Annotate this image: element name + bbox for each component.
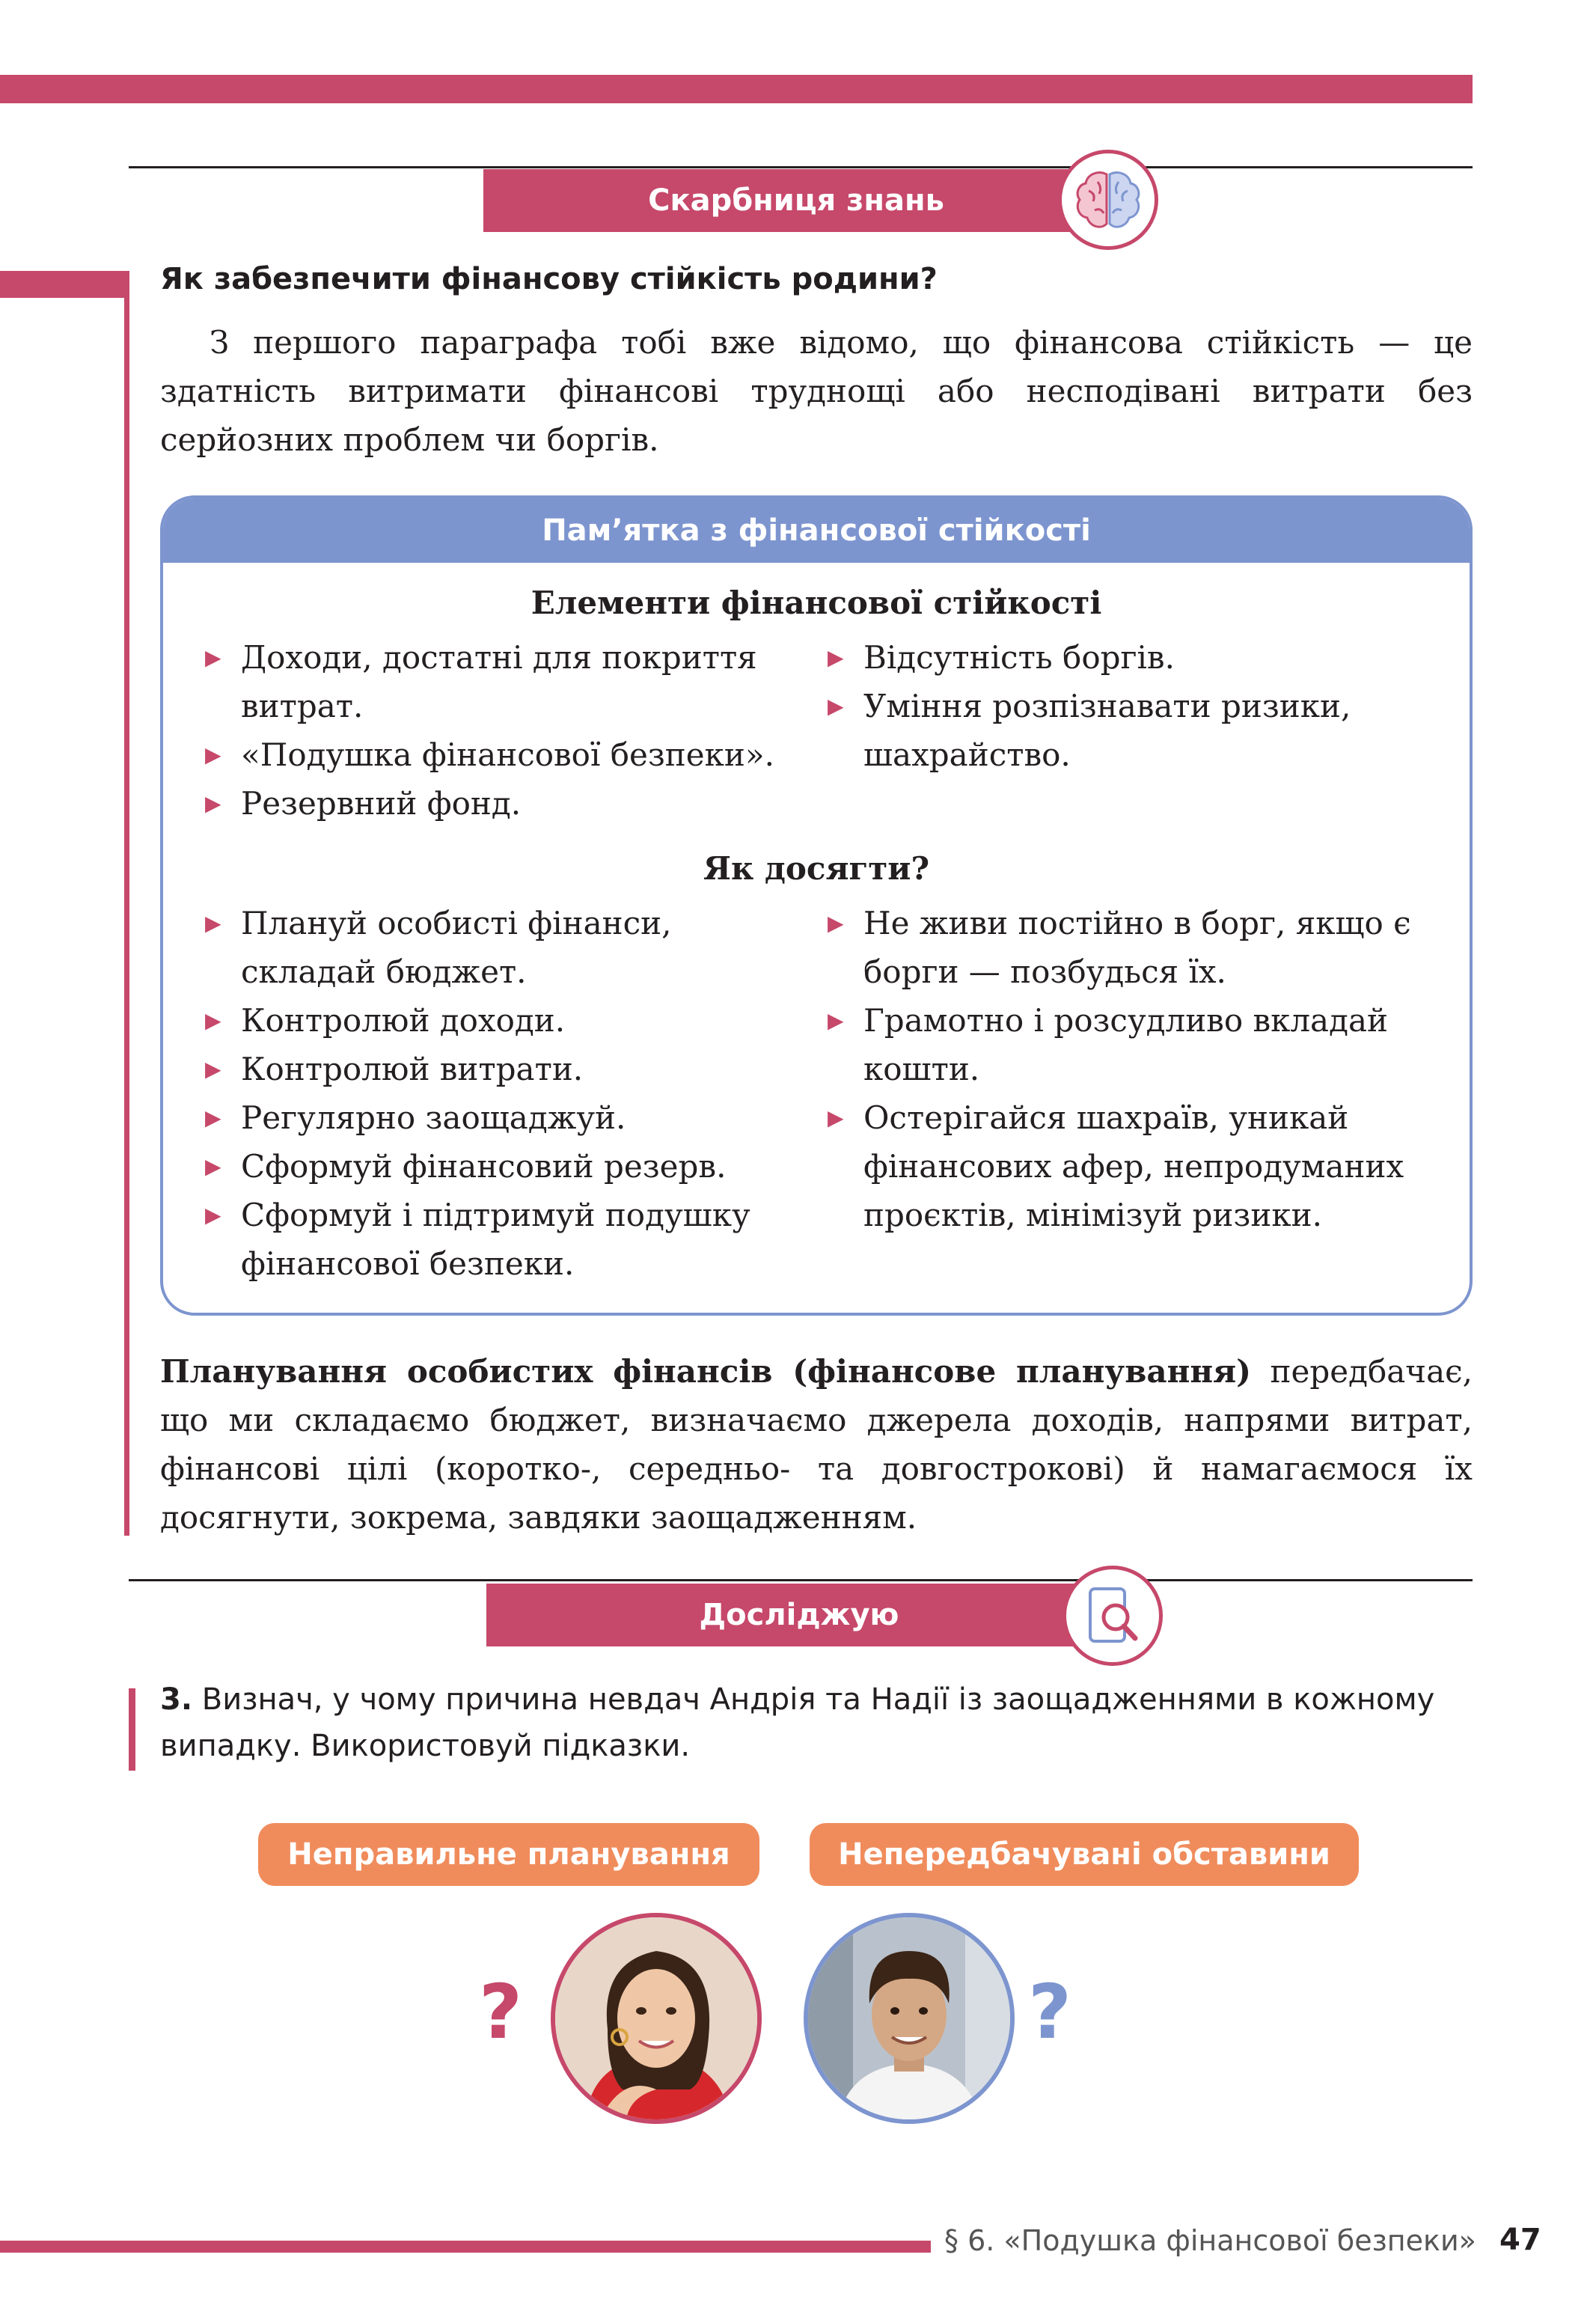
page-number: 47 — [1499, 2223, 1541, 2257]
task-number: 3. — [160, 1682, 193, 1717]
list-item: ▶ Відсутність боргів. — [828, 633, 1441, 682]
list-item: ▶ Сформуй фінансовий резерв. — [205, 1142, 796, 1191]
bullet-arrow-icon: ▶ — [828, 1008, 844, 1033]
elements-list-right — [828, 633, 1441, 779]
bullet-arrow-icon: ▶ — [205, 791, 221, 816]
treasury-banner — [483, 169, 1109, 232]
planning-definition: передбачає, що ми складаємо бюджет, визначаємо джерела доходів, напрями витрат, фінансові цілі (коротко-, середньо- та довгострокові) й намагаємося їх досягнути, зокрема, завдяки заощадженням. — [160, 1353, 1473, 1536]
bullet-arrow-icon: ▶ — [828, 911, 844, 935]
bullet-arrow-icon: ▶ — [205, 742, 221, 767]
bullet-arrow-icon: ▶ — [205, 1154, 221, 1179]
avatar-nadiia — [551, 1913, 762, 2124]
list-item: ▶ «Подушка фінансової безпеки». — [205, 730, 796, 779]
list-item: ▶ Уміння розпізнавати ризики, шахрайство. — [828, 682, 1441, 779]
top-decor-bar — [0, 75, 1473, 103]
bullet-arrow-icon: ▶ — [828, 1105, 844, 1130]
bullet-arrow-icon: ▶ — [205, 1105, 221, 1130]
explore-banner-label: Досліджую — [699, 1598, 899, 1632]
elements-heading: Елементи фінансової стійкості — [531, 584, 1102, 621]
bullet-arrow-icon: ▶ — [205, 1057, 221, 1081]
hint-unforeseen-circumstances: Непередбачувані обставини — [810, 1823, 1359, 1886]
list-item: ▶ Контролюй доходи. — [205, 996, 796, 1045]
list-item: ▶ Доходи, достатні для покриття витрат. — [205, 633, 796, 730]
side-accent-bar — [124, 271, 129, 1536]
planning-term: Планування особистих фінансів (фінансове планування) — [160, 1353, 1251, 1390]
bullet-arrow-icon: ▶ — [205, 1008, 221, 1033]
treasury-banner-label: Скарбниця знань — [648, 183, 944, 218]
bullet-arrow-icon: ▶ — [205, 645, 221, 670]
question-mark-left: ? — [479, 1968, 523, 2056]
side-accent-bar-top — [0, 271, 129, 298]
list-item: ▶ Резервний фонд. — [205, 779, 796, 828]
magnifier-tablet-icon — [1063, 1566, 1163, 1666]
how-heading: Як досягти? — [703, 850, 930, 887]
section-heading: Як забезпечити фінансову стійкість родини? — [160, 262, 938, 296]
list-item: ▶ Не живи постійно в борг, якщо є борги — позбудься їх. — [828, 899, 1441, 996]
how-list-left — [205, 899, 796, 1288]
list-item: ▶ Регулярно заощаджуй. — [205, 1093, 796, 1142]
avatar-andrii — [804, 1913, 1015, 2124]
explore-banner — [486, 1584, 1112, 1646]
list-item: ▶ Контролюй витрати. — [205, 1045, 796, 1093]
footer-section-title: § 6. «Подушка фінансової безпеки» — [944, 2224, 1476, 2257]
section-rule — [129, 1579, 1473, 1581]
section-rule — [129, 166, 1473, 168]
memo-title: Пам’ятка з фінансової стійкості — [163, 498, 1470, 563]
list-item: ▶ Сформуй і підтримуй подушку фінансової безпеки. — [205, 1191, 796, 1288]
question-mark-right: ? — [1028, 1968, 1072, 2056]
elements-list-left — [205, 633, 796, 828]
list-item: ▶ Плануй особисті фінанси, складай бюджет. — [205, 899, 796, 996]
memo-box — [160, 495, 1473, 1316]
bullet-arrow-icon: ▶ — [828, 645, 844, 670]
bottom-decor-bar — [0, 2241, 931, 2253]
planning-paragraph — [160, 1347, 1473, 1542]
how-list-right — [828, 899, 1441, 1239]
task-accent-bar — [129, 1688, 135, 1771]
brain-icon — [1058, 150, 1158, 250]
bullet-arrow-icon: ▶ — [205, 1203, 221, 1227]
task-3 — [160, 1676, 1477, 1769]
bullet-arrow-icon: ▶ — [828, 694, 844, 718]
hint-wrong-planning: Неправильне планування — [258, 1823, 759, 1886]
list-item: ▶ Грамотно і розсудливо вкладай кошти. — [828, 996, 1441, 1093]
bullet-arrow-icon: ▶ — [205, 911, 221, 935]
list-item: ▶ Остерігайся шахраїв, уникай фінансових афер, непродуманих проєктів, мінімізуй ризики. — [828, 1093, 1441, 1239]
intro-paragraph: З першого параграфа тобі вже відомо, що фінансова стійкість — це здатність витримати фінансові труднощі або несподівані витрати без серйозних проблем чи боргів. — [160, 324, 1473, 458]
task-text: Визнач, у чому причина невдач Андрія та Надії із заощадженнями в кожному випадку. Використовуй підказки. — [160, 1682, 1435, 1763]
